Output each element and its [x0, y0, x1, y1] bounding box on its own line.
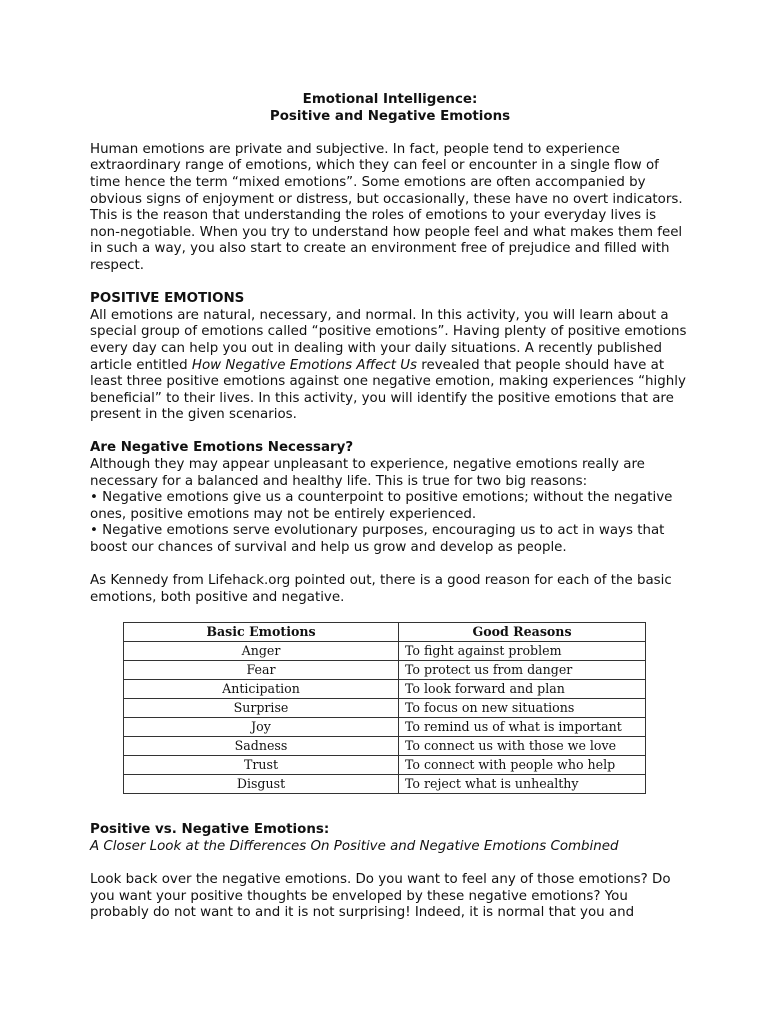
document-page	[90, 92, 690, 922]
table-row	[124, 775, 646, 794]
article-title: How Negative Emotions Affect Us	[191, 357, 418, 373]
emotion-cell: Disgust	[124, 775, 399, 794]
kennedy-paragraph: As Kennedy from Lifehack.org pointed out, there is a good reason for each of the basic emotions, both positive and negative.	[90, 573, 672, 605]
table-header-row	[124, 623, 646, 642]
emotion-cell: Sadness	[124, 737, 399, 756]
table-row	[124, 756, 646, 775]
document-title-line1: Emotional Intelligence:	[302, 92, 478, 107]
reason-cell: To look forward and plan	[399, 680, 646, 699]
emotions-table	[123, 622, 646, 794]
reason-cell: To remind us of what is important	[399, 718, 646, 737]
reason-cell: To connect with people who help	[399, 756, 646, 775]
document-title-line2: Positive and Negative Emotions	[269, 108, 511, 124]
header-basic-emotions: Basic Emotions	[124, 623, 399, 642]
emotion-cell: Joy	[124, 718, 399, 737]
table-row	[124, 680, 646, 699]
reason-cell: To reject what is unhealthy	[399, 775, 646, 794]
emotion-cell: Surprise	[124, 699, 399, 718]
emotion-cell: Anger	[124, 642, 399, 661]
reason-cell: To protect us from danger	[399, 661, 646, 680]
header-good-reasons: Good Reasons	[399, 623, 646, 642]
emotion-cell: Fear	[124, 661, 399, 680]
positive-emotions-paragraph	[90, 308, 690, 424]
table-row	[124, 699, 646, 718]
emotions-table-wrap	[123, 622, 646, 794]
negative-emotions-heading: Are Negative Emotions Necessary?	[90, 440, 354, 456]
table-row	[124, 642, 646, 661]
reason-cell: To connect us with those we love	[399, 737, 646, 756]
negative-bullet-1: • Negative emotions give us a counterpoint to positive emotions; without the negative ones, positive emotions may not be entirely experienced.	[90, 490, 673, 522]
reason-cell: To fight against problem	[399, 642, 646, 661]
emotion-cell: Anticipation	[124, 680, 399, 699]
versus-paragraph: Look back over the negative emotions. Do you want to feel any of those emotions? Do you want your positive thoughts be enveloped by these negative emotions? You probably do not want to and it is not surprising! Indeed, it is normal that you and	[90, 872, 671, 921]
versus-subtitle: A Closer Look at the Differences On Positive and Negative Emotions Combined	[90, 839, 619, 854]
table-row	[124, 737, 646, 756]
reason-cell: To focus on new situations	[399, 699, 646, 718]
negative-bullet-2: • Negative emotions serve evolutionary purposes, encouraging us to act in ways that boost our chances of survival and help us grow and develop as people.	[90, 523, 665, 556]
negative-emotions-paragraph: Although they may appear unpleasant to experience, negative emotions really are necessary for a balanced and healthy life. This is true for two big reasons:	[90, 457, 645, 489]
intro-paragraph: Human emotions are private and subjective. In fact, people tend to experience extraordinary range of emotions, which they can feel or encounter in a single flow of time hence the term “mixed emotions”. Some emotions are often accompanied by obvious signs of enjoyment or distress, but occasionally, these have no overt indicators. This is the reason that understanding the roles of emotions to your everyday lives is non-negotiable. When you try to understand how people feel and what makes them feel in such a way, you also start to create an environment free of prejudice and filled with respect.	[90, 141, 683, 273]
positive-emotions-heading: POSITIVE EMOTIONS	[90, 291, 245, 307]
table-row	[124, 661, 646, 680]
positive-text-after: revealed that people should have at least three positive emotions against one negative emotion, making experiences “highly beneficial” to their lives. In this activity, you will identify the positive emotions that are present in the given scenarios.	[90, 357, 686, 423]
positive-text-before: All emotions are natural, necessary, and normal. In this activity, you will learn about a special group of emotions called “positive emotions”. Having plenty of positive emotions every day can help you out in dealing with your daily situations. A recently published article entitled	[90, 307, 687, 373]
versus-heading: Positive vs. Negative Emotions:	[90, 822, 330, 838]
table-row	[124, 718, 646, 737]
emotion-cell: Trust	[124, 756, 399, 775]
